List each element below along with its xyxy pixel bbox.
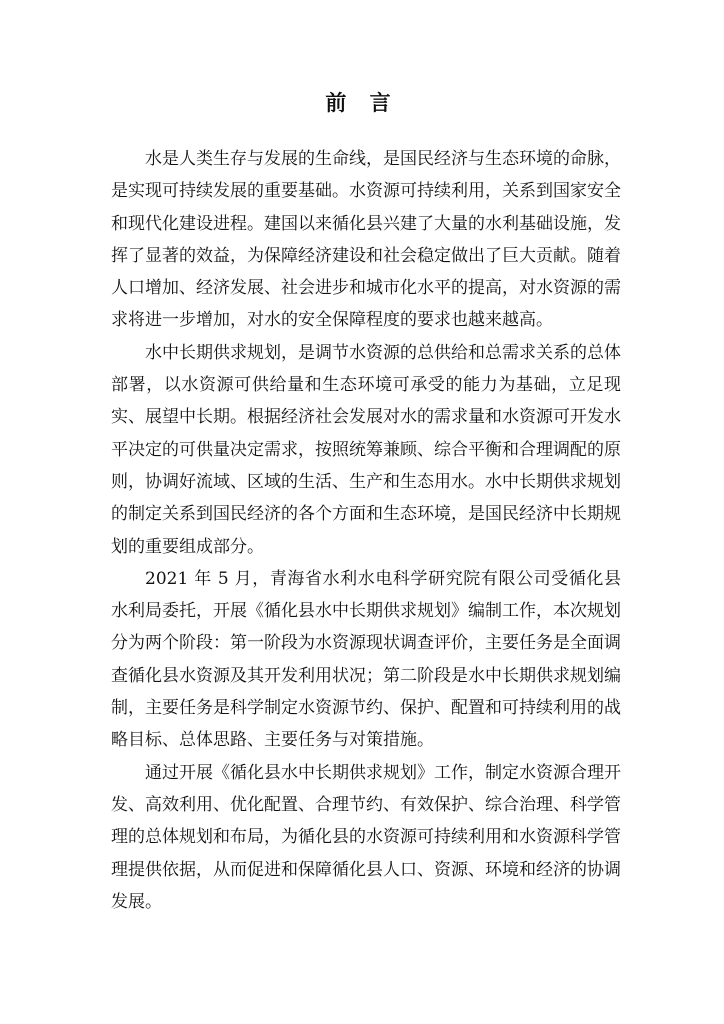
preface-body	[111, 143, 621, 918]
paragraph-3: 2021 年 5 月，青海省水利水电科学研究院有限公司受循化县水利局委托，开展《循化县水中长期供求规划》编制工作，本次规划分为两个阶段：第一阶段为水资源现状调查评价，主要任务是全面调查循化县水资源及其开发利用状况；第二阶段是水中长期供求规划编制，主要任务是科学制定水资源节约、保护、配置和可持续利用的战略目标、总体思路、主要任务与对策措施。	[111, 568, 621, 751]
paragraph-2: 水中长期供求规划，是调节水资源的总供给和总需求关系的总体部署，以水资源可供给量和生态环境可承受的能力为基础，立足现实、展望中长期。根据经济社会发展对水的需求量和水资源可开发水平决定的可供量决定需求，按照统筹兼顾、综合平衡和合理调配的原则，协调好流域、区域的生活、生产和生态用水。水中长期供求规划的制定关系到国民经济的各个方面和生态环境，是国民经济中长期规划的重要组成部分。	[111, 342, 621, 557]
page-title: 前 言	[325, 90, 399, 115]
paragraph-4: 通过开展《循化县水中长期供求规划》工作，制定水资源合理开发、高效利用、优化配置、合理节约、有效保护、综合治理、科学管理的总体规划和布局，为循化县的水资源可持续利用和水资源科学管理提供依据，从而促进和保障循化县人口、资源、环境和经济的协调发展。	[111, 762, 621, 912]
paragraph-1: 水是人类生存与发展的生命线，是国民经济与生态环境的命脉，是实现可持续发展的重要基础。水资源可持续利用，关系到国家安全和现代化建设进程。建国以来循化县兴建了大量的水利基础设施，发挥了显著的效益，为保障经济建设和社会稳定做出了巨大贡献。随着人口增加、经济发展、社会进步和城市化水平的提高，对水资源的需求将进一步增加，对水的安全保障程度的要求也越来越高。	[111, 149, 621, 331]
